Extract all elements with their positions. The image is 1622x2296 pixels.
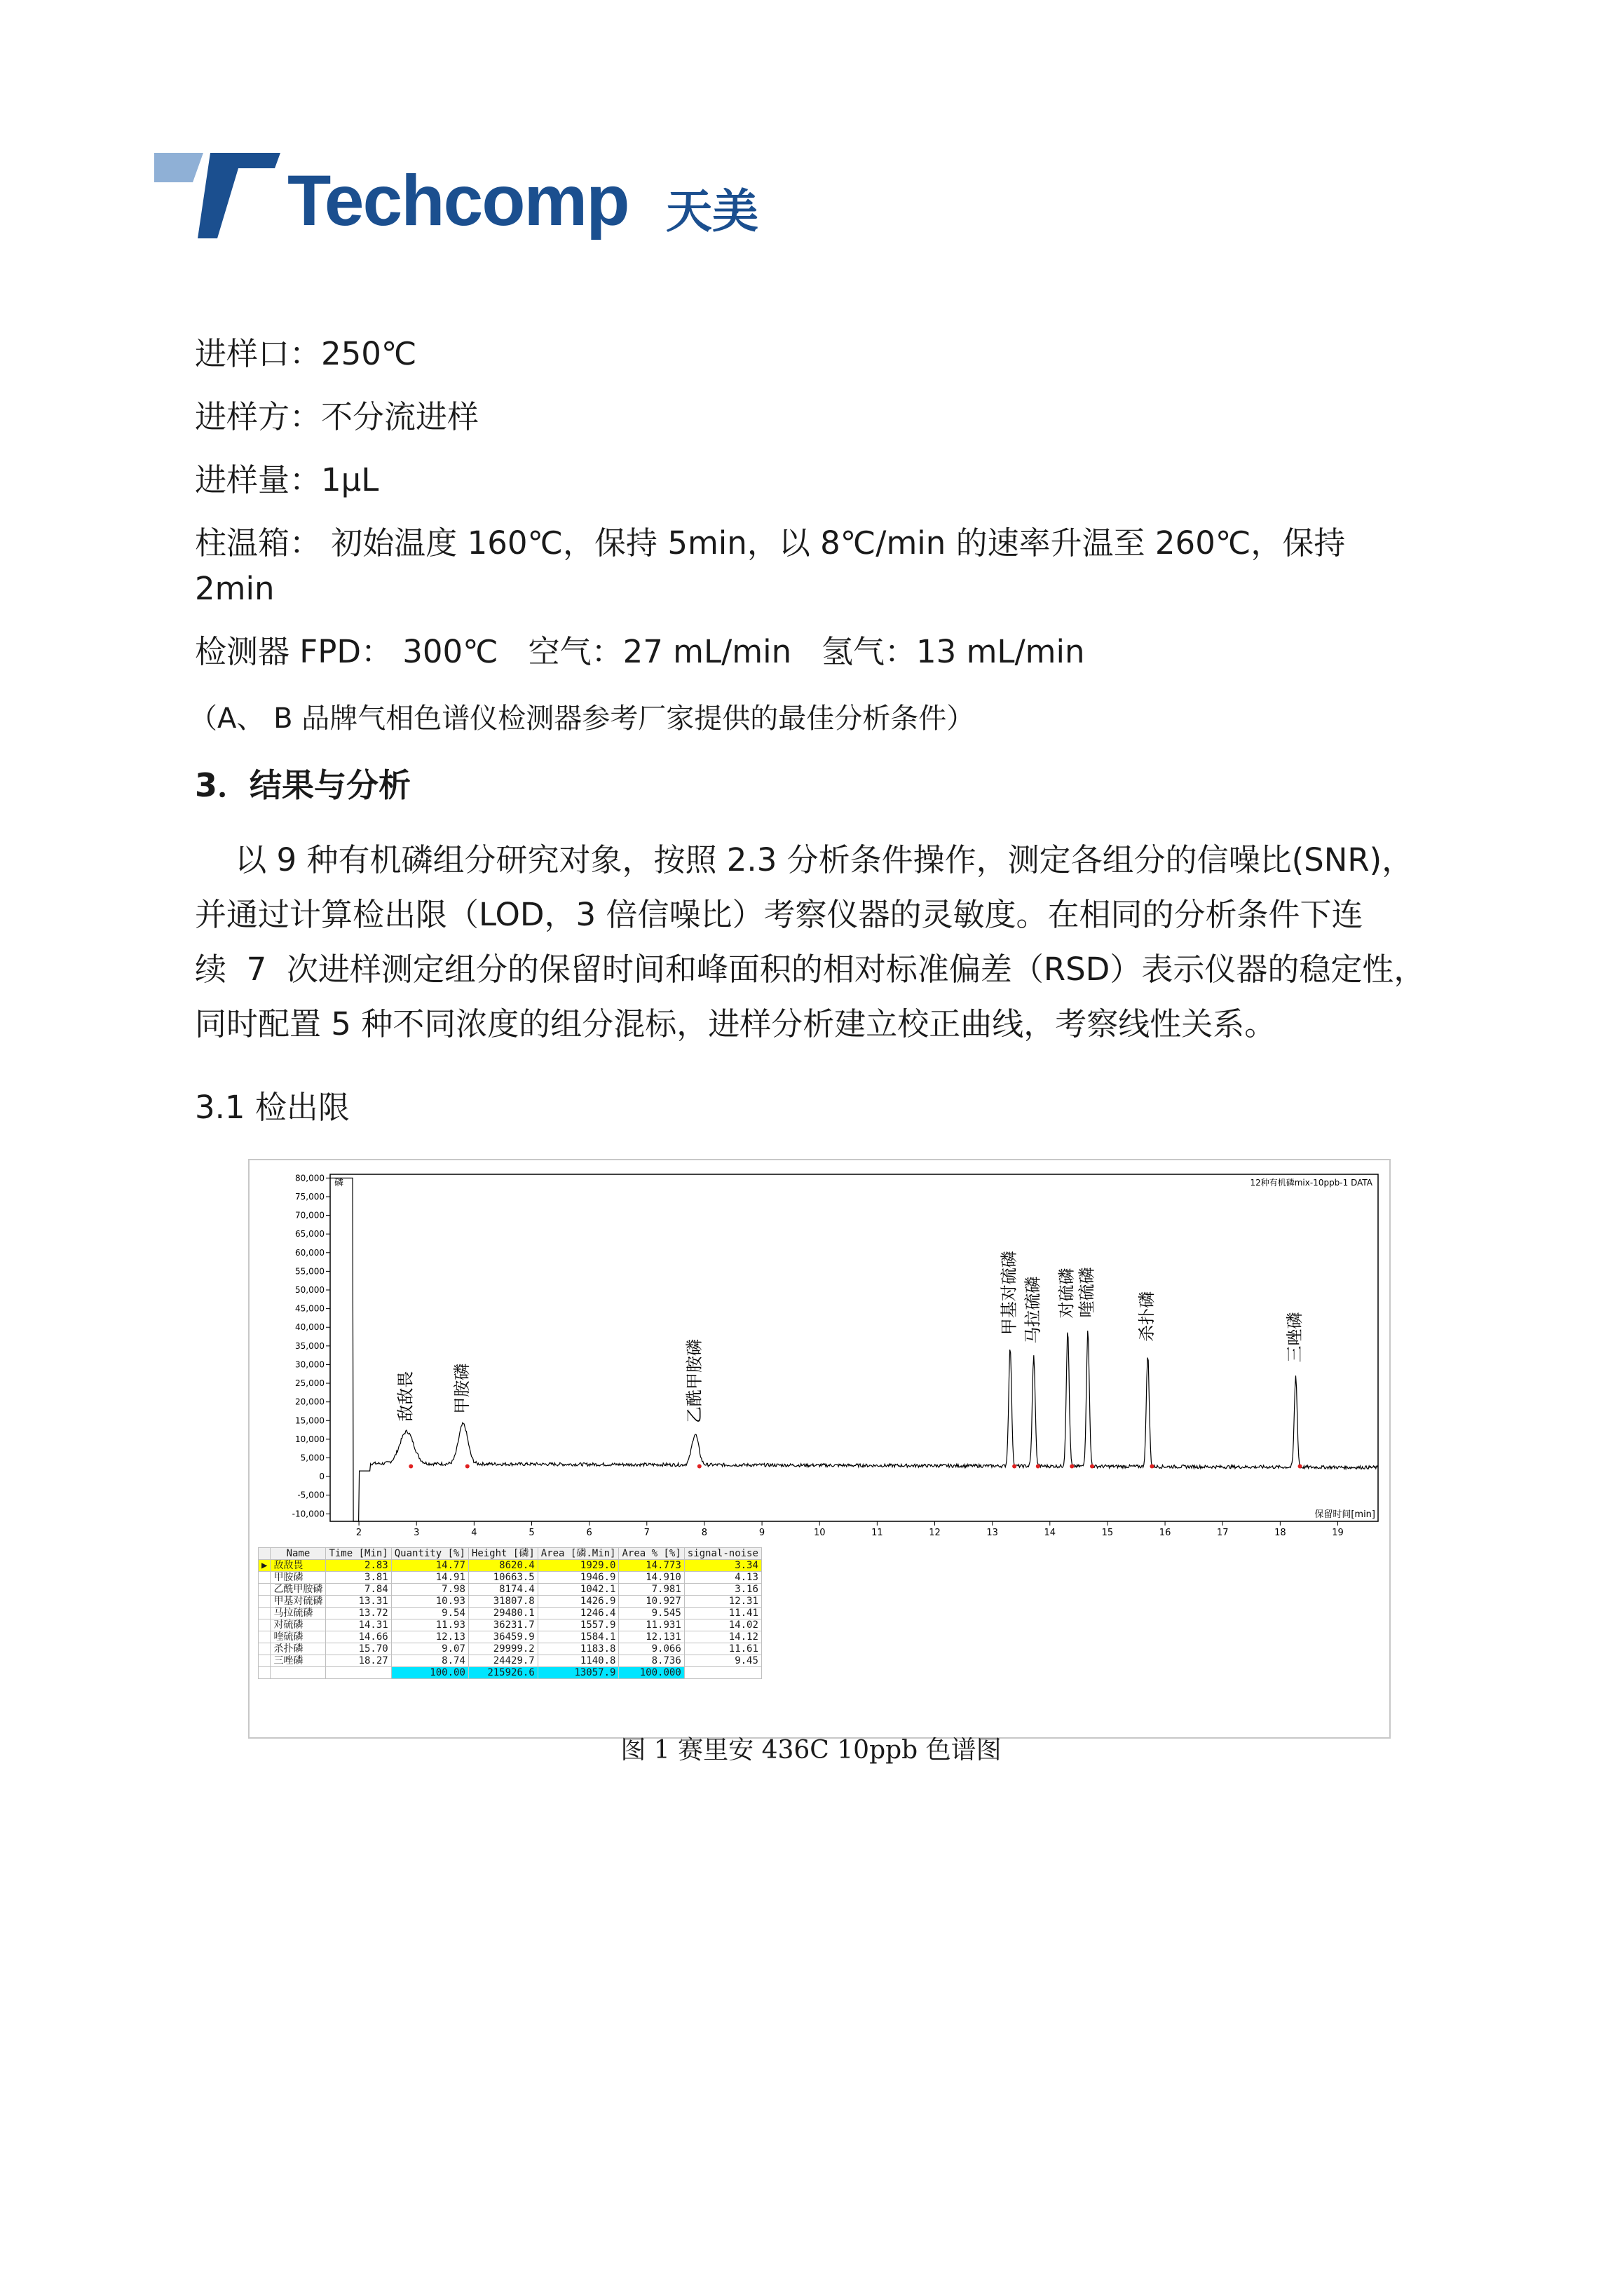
total-cell <box>326 1667 391 1679</box>
condition-injection-volume: 进样量：1μL <box>195 461 379 498</box>
table-cell: 3.16 <box>684 1584 761 1596</box>
row-indicator <box>259 1608 271 1619</box>
x-tick-label: 4 <box>471 1528 477 1538</box>
x-tick-label: 11 <box>871 1528 883 1538</box>
table-cell: 3.34 <box>684 1560 761 1572</box>
table-cell: 12.31 <box>684 1596 761 1608</box>
total-cell <box>271 1667 326 1679</box>
y-tick-label: 20,000 <box>295 1397 325 1407</box>
x-tick-label: 9 <box>758 1528 765 1538</box>
section-title: 3．结果与分析 <box>195 766 411 804</box>
table-cell: 15.70 <box>326 1643 391 1655</box>
x-tick-label: 3 <box>414 1528 420 1538</box>
table-cell: 29999.2 <box>468 1643 538 1655</box>
x-tick-label: 6 <box>586 1528 592 1538</box>
table-cell: 29480.1 <box>468 1608 538 1619</box>
y-tick-label: -10,000 <box>292 1509 325 1519</box>
table-cell: 10.927 <box>619 1596 684 1608</box>
figure-caption: 图 1 赛里安 436C 10ppb 色谱图 <box>620 1736 1002 1765</box>
table-cell: 9.07 <box>391 1643 468 1655</box>
logo-wordmark: Techcomp <box>287 161 629 240</box>
y-tick-label: 40,000 <box>295 1322 325 1333</box>
table-cell: 乙酰甲胺磷 <box>271 1584 326 1596</box>
table-cell: 9.54 <box>391 1608 468 1619</box>
y-tick-label: 45,000 <box>295 1303 325 1314</box>
x-tick-label: 10 <box>813 1528 826 1538</box>
table-cell: 8.74 <box>391 1655 468 1667</box>
y-tick-label: 60,000 <box>295 1247 325 1258</box>
column-header: Area % [%] <box>619 1548 684 1560</box>
table-cell: 14.910 <box>619 1572 684 1584</box>
condition-injection-mode: 进样方：不分流进样 <box>195 398 479 435</box>
peak-marker <box>409 1465 413 1469</box>
table-cell: 11.61 <box>684 1643 761 1655</box>
condition-inlet: 进样口：250℃ <box>195 335 417 372</box>
x-tick-label: 14 <box>1044 1528 1056 1538</box>
x-tick-label: 7 <box>643 1528 650 1538</box>
y-tick-label: 70,000 <box>295 1210 325 1221</box>
total-cell: 215926.6 <box>468 1667 538 1679</box>
paragraph-line: 并通过计算检出限（LOD，3 倍信噪比）考察仪器的灵敏度。在相同的分析条件下连 <box>195 896 1363 933</box>
y-tick-label: 10,000 <box>295 1434 325 1444</box>
totals-row <box>259 1667 762 1679</box>
table-cell: 13.72 <box>326 1608 391 1619</box>
table-cell: 敌敌畏 <box>271 1560 326 1572</box>
condition-note: （A、 B 品牌气相色谱仪检测器参考厂家提供的最佳分析条件） <box>189 702 975 735</box>
y-tick-label: 15,000 <box>295 1415 325 1426</box>
peak-marker <box>1012 1465 1016 1469</box>
column-header: Name <box>271 1548 326 1560</box>
table-cell: 1426.9 <box>538 1596 619 1608</box>
peak-marker <box>1298 1465 1302 1469</box>
table-cell: 4.13 <box>684 1572 761 1584</box>
table-cell: 8.736 <box>619 1655 684 1667</box>
total-cell <box>684 1667 761 1679</box>
y-tick-label: 65,000 <box>295 1229 325 1239</box>
row-indicator: ▶ <box>259 1560 271 1572</box>
column-header: Area [磷.Min] <box>538 1548 619 1560</box>
table-row[interactable] <box>259 1619 762 1631</box>
y-tick-label: 0 <box>319 1472 325 1482</box>
x-tick-label: 8 <box>701 1528 708 1538</box>
table-cell: 7.98 <box>391 1584 468 1596</box>
table-cell: 1929.0 <box>538 1560 619 1572</box>
table-cell: 14.12 <box>684 1631 761 1643</box>
row-indicator <box>259 1572 271 1584</box>
table-cell: 14.773 <box>619 1560 684 1572</box>
row-indicator <box>259 1584 271 1596</box>
peak-label: 乙酰甲胺磷 <box>684 1338 704 1423</box>
subsection-title: 3.1 检出限 <box>195 1089 350 1126</box>
table-row[interactable] <box>259 1643 762 1655</box>
y-tick-label: 50,000 <box>295 1285 325 1295</box>
logo-chinese: 天美 <box>666 184 758 238</box>
table-cell: 9.545 <box>619 1608 684 1619</box>
x-tick-label: 12 <box>929 1528 941 1538</box>
chromatogram-chart <box>250 1160 1389 1539</box>
table-cell: 12.13 <box>391 1631 468 1643</box>
row-indicator <box>259 1631 271 1643</box>
total-cell: 100.00 <box>391 1667 468 1679</box>
table-cell: 1946.9 <box>538 1572 619 1584</box>
table-cell: 18.27 <box>326 1655 391 1667</box>
y-tick-label: 30,000 <box>295 1359 325 1370</box>
chart-unit-label: 磷 <box>334 1178 344 1188</box>
table-row[interactable] <box>259 1596 762 1608</box>
y-tick-label: 5,000 <box>300 1453 325 1463</box>
peak-marker <box>1090 1465 1094 1469</box>
table-cell: 14.77 <box>391 1560 468 1572</box>
peak-label: 喹硫磷 <box>1077 1267 1097 1318</box>
peak-marker <box>697 1465 702 1469</box>
table-cell: 10.93 <box>391 1596 468 1608</box>
table-cell: 1140.8 <box>538 1655 619 1667</box>
peak-label: 甲基对硫磷 <box>999 1251 1019 1336</box>
method-label: 12种有机磷mix-10ppb-1 DATA <box>1250 1178 1372 1188</box>
condition-oven-cont: 2min <box>195 570 275 607</box>
column-header: signal-noise <box>684 1548 761 1560</box>
techcomp-logo <box>154 147 785 245</box>
table-cell: 31807.8 <box>468 1596 538 1608</box>
row-indicator <box>259 1596 271 1608</box>
x-tick-label: 5 <box>529 1528 535 1538</box>
results-paragraph <box>195 833 1471 1052</box>
column-header: Quantity [%] <box>391 1548 468 1560</box>
x-tick-label: 16 <box>1159 1528 1171 1538</box>
table-cell: 7.84 <box>326 1584 391 1596</box>
x-tick-label: 13 <box>986 1528 998 1538</box>
y-tick-label: 80,000 <box>295 1173 325 1183</box>
row-indicator <box>259 1643 271 1655</box>
peak-marker <box>465 1465 470 1469</box>
x-tick-label: 15 <box>1101 1528 1114 1538</box>
y-tick-label: 55,000 <box>295 1266 325 1277</box>
table-cell: 14.02 <box>684 1619 761 1631</box>
peak-marker <box>1150 1465 1154 1469</box>
table-cell: 36459.9 <box>468 1631 538 1643</box>
condition-detector: 检测器 FPD： 300℃ 空气：27 mL/min 氢气：13 mL/min <box>195 633 1085 670</box>
table-cell: 11.931 <box>619 1619 684 1631</box>
table-row[interactable] <box>259 1560 762 1572</box>
peak-label: 杀扑磷 <box>1136 1291 1157 1342</box>
row-indicator-header <box>259 1548 271 1560</box>
table-row[interactable] <box>259 1631 762 1643</box>
peak-label: 马拉硫磷 <box>1023 1276 1043 1344</box>
table-cell: 马拉硫磷 <box>271 1608 326 1619</box>
table-cell: 36231.7 <box>468 1619 538 1631</box>
column-header: Time [Min] <box>326 1548 391 1560</box>
paragraph-line: 以 9 种有机磷组分研究对象，按照 2.3 分析条件操作，测定各组分的信噪比(SNR)， <box>195 841 1414 878</box>
table-cell: 8620.4 <box>468 1560 538 1572</box>
table-cell: 10663.5 <box>468 1572 538 1584</box>
total-cell: 100.000 <box>619 1667 684 1679</box>
table-cell: 1246.4 <box>538 1608 619 1619</box>
table-cell: 12.131 <box>619 1631 684 1643</box>
table-cell: 3.81 <box>326 1572 391 1584</box>
table-cell: 1183.8 <box>538 1643 619 1655</box>
x-tick-label: 18 <box>1274 1528 1286 1538</box>
x-axis-label: 保留时间[min] <box>1314 1509 1375 1520</box>
table-cell: 11.41 <box>684 1608 761 1619</box>
chromatogram-figure <box>248 1159 1391 1739</box>
table-cell: 14.66 <box>326 1631 391 1643</box>
peak-label: 三唑磷 <box>1285 1312 1305 1363</box>
table-cell: 13.31 <box>326 1596 391 1608</box>
peak-results-table <box>258 1547 762 1679</box>
y-tick-label: -5,000 <box>297 1490 325 1500</box>
peak-label: 甲胺磷 <box>452 1363 472 1414</box>
peak-label: 对硫磷 <box>1056 1268 1077 1319</box>
table-cell: 三唑磷 <box>271 1655 326 1667</box>
table-cell: 对硫磷 <box>271 1619 326 1631</box>
table-cell: 1042.1 <box>538 1584 619 1596</box>
y-tick-label: 35,000 <box>295 1340 325 1351</box>
paragraph-line: 同时配置 5 种不同浓度的组分混标，进样分析建立校正曲线，考察线性关系。 <box>195 1005 1276 1042</box>
table-cell: 8174.4 <box>468 1584 538 1596</box>
plot-frame <box>330 1174 1378 1521</box>
table-cell: 7.981 <box>619 1584 684 1596</box>
table-cell: 2.83 <box>326 1560 391 1572</box>
table-row[interactable] <box>259 1584 762 1596</box>
table-cell: 9.066 <box>619 1643 684 1655</box>
table-row[interactable] <box>259 1655 762 1667</box>
table-header-row <box>259 1548 762 1560</box>
table-cell: 1584.1 <box>538 1631 619 1643</box>
row-indicator <box>259 1655 271 1667</box>
row-indicator <box>259 1619 271 1631</box>
table-cell: 9.45 <box>684 1655 761 1667</box>
condition-oven: 柱温箱： 初始温度 160℃，保持 5min，以 8℃/min 的速率升温至 260℃，保持 <box>195 524 1346 562</box>
x-tick-label: 2 <box>355 1528 362 1538</box>
total-cell: 13057.9 <box>538 1667 619 1679</box>
table-cell: 甲胺磷 <box>271 1572 326 1584</box>
table-row[interactable] <box>259 1608 762 1619</box>
table-row[interactable] <box>259 1572 762 1584</box>
techcomp-mark-icon <box>154 147 287 245</box>
row-indicator <box>259 1667 271 1679</box>
peak-label: 敌敌畏 <box>395 1371 416 1422</box>
table-cell: 杀扑磷 <box>271 1643 326 1655</box>
x-tick-label: 17 <box>1216 1528 1229 1538</box>
y-tick-label: 75,000 <box>295 1191 325 1202</box>
table-cell: 24429.7 <box>468 1655 538 1667</box>
table-cell: 1557.9 <box>538 1619 619 1631</box>
y-tick-label: 25,000 <box>295 1378 325 1389</box>
table-cell: 14.91 <box>391 1572 468 1584</box>
paragraph-line: 续 7 次进样测定组分的保留时间和峰面积的相对标准偏差（RSD）表示仪器的稳定性， <box>195 951 1426 988</box>
column-header: Height [磷] <box>468 1548 538 1560</box>
table-cell: 喹硫磷 <box>271 1631 326 1643</box>
peak-marker <box>1070 1465 1074 1469</box>
table-cell: 14.31 <box>326 1619 391 1631</box>
peak-marker <box>1036 1465 1040 1469</box>
table-cell: 11.93 <box>391 1619 468 1631</box>
x-tick-label: 19 <box>1332 1528 1344 1538</box>
table-cell: 甲基对硫磷 <box>271 1596 326 1608</box>
